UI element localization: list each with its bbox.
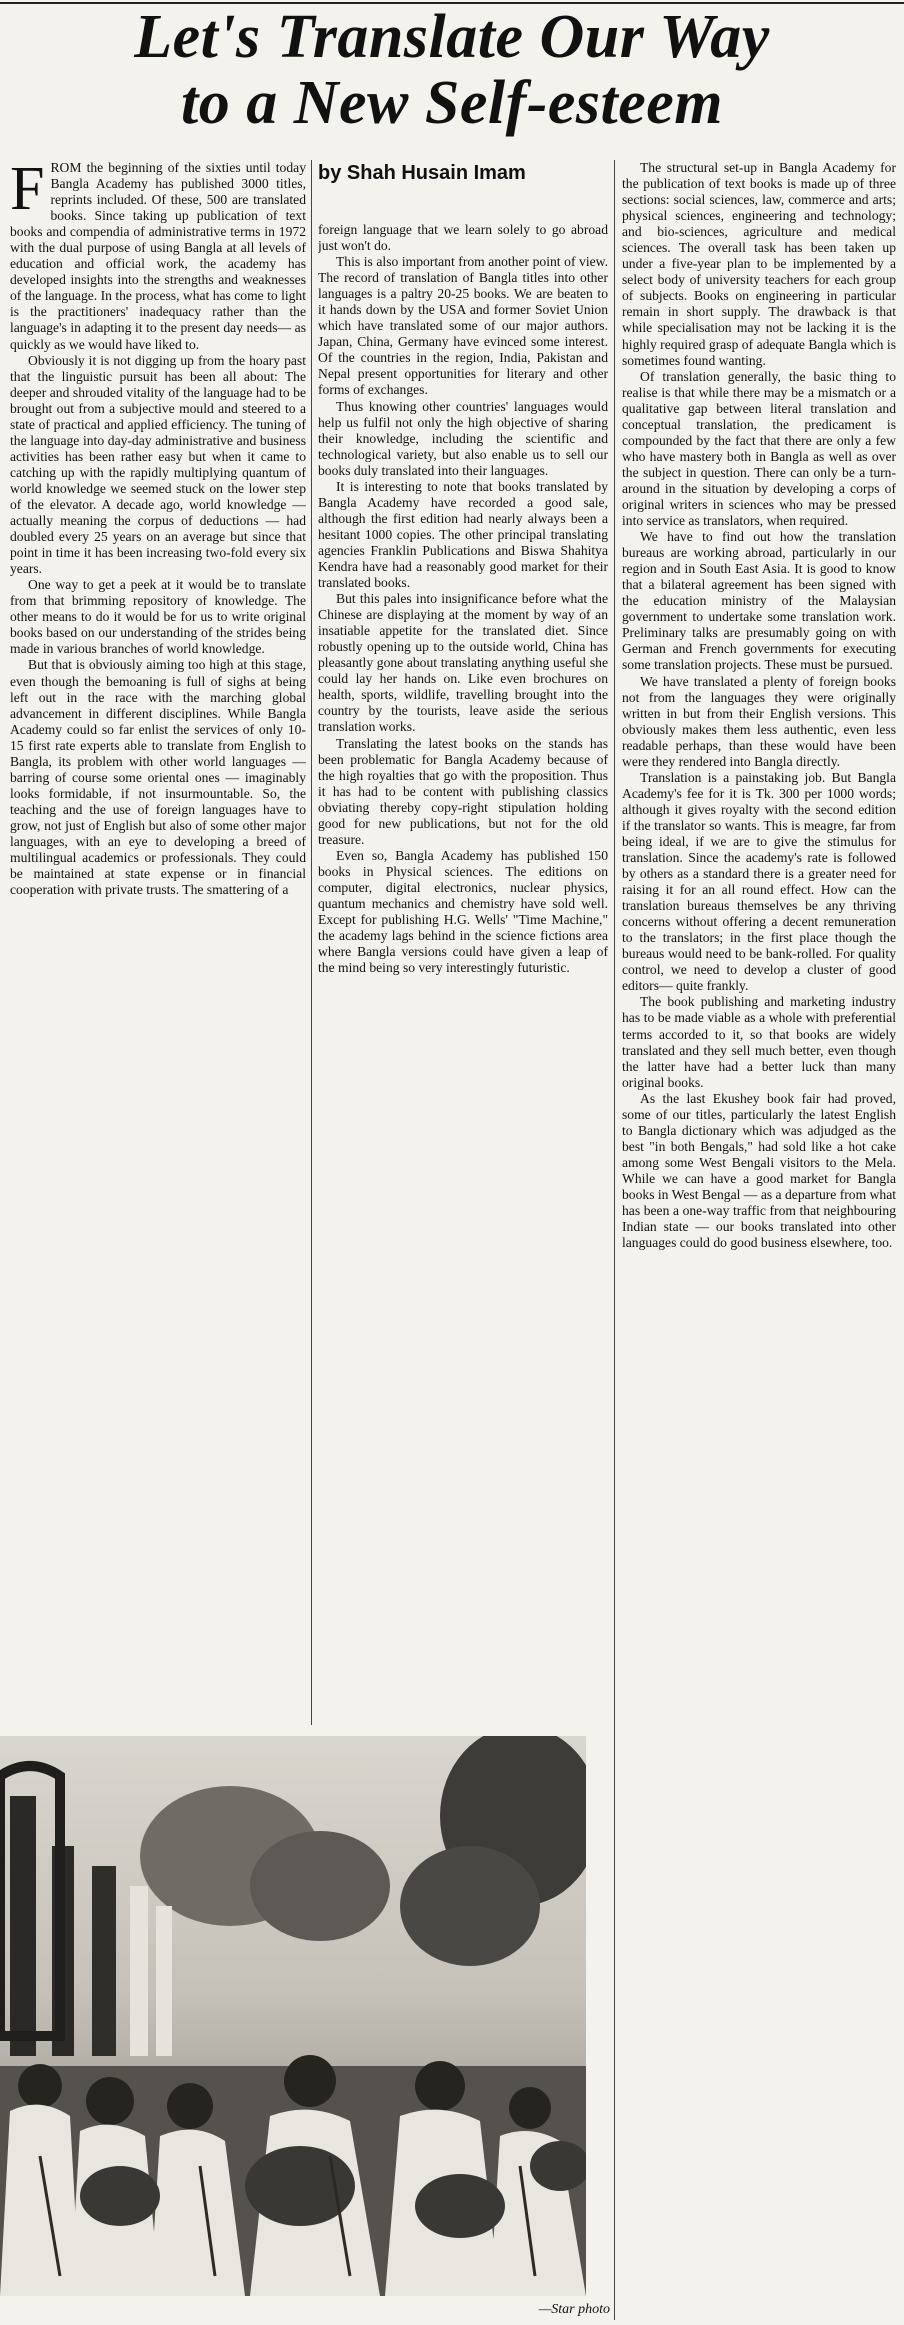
article-column-1	[10, 160, 306, 1705]
paragraph: We have translated a plenty of foreign books not from the languages they were originally written in but from their English versions. This obviously makes them less authentic, even less readable perhaps, than these would have been were they rendered into Bangla directly.	[622, 673, 896, 769]
paragraph: The book publishing and marketing industry has to be made viable as a whole with preferential terms accorded to it, so that books are widely translated and they sell much better, even though the latter have had a better luck than many original books.	[622, 994, 896, 1090]
paragraph: One way to get a peek at it would be to translate from that brimming repository of knowledge. The other means to do it would be for us to write original books based on our understanding of the strides being made in various branches of world knowledge.	[10, 577, 306, 657]
article-column-3	[622, 160, 896, 2320]
paragraph: But this pales into insignificance before what the Chinese are displaying at the moment by way of an insatiable appetite for the translated diet. Since robustly opening up to the outside world, China has pleasantly gone about translating anything useful she could lay her hands on. Like even brochures on health, sports, wildlife, travelling brought into the country by the tourists, leave aside the serious translation works.	[318, 591, 608, 735]
paragraph: foreign language that we learn solely to go abroad just won't do.	[318, 222, 608, 254]
paragraph: Of translation generally, the basic thing to realise is that while there may be a mismatch or a qualitative gap between literal translation and conceptual translation, the predicament is compounded by the fact that there are only a few who have mastery both in Bangla as well as over the subject in question. There can only be a turn-around in the situation by developing a corps of original writers in sciences who may be pressed into service as translators, when required.	[622, 368, 896, 529]
paragraph: This is also important from another point of view. The record of translation of Bangla titles into other languages is a paltry 20-25 books. We are beaten to it hands down by the USA and former Soviet Union which have translated some of our major authors. Japan, China, Germany have evinced some interest. Of the countries in the region, India, Pakistan and Nepal present opportunities for literary and other forms of exchanges.	[318, 254, 608, 398]
paragraph: Translation is a painstaking job. But Bangla Academy's fee for it is Tk. 300 per 1000 words; although it gives royalty with the second edition if the translator so wants. This is meagre, far from being ideal, if we are to give the stimulus for translation. Since the academy's rate is followed by others as a standard there is a greater need for raising it for an all round effect. How can the translation bureaus themselves be any thriving concerns without offering a decent remuneration to the translators; in the first place though the bureaus would need to be bank-rolled. For quality control, we need to develop a cluster of good editors— quite frankly.	[622, 769, 896, 994]
paragraph: Obviously it is not digging up from the hoary past that the linguistic pursuit has been all about: The deeper and shrouded vitality of the language had to be brought out from a subjective mould and steered to a state of practical and applied efficiency. The tuning of the language into day-day administrative and business activities has been rather easy but when it came to catching up with the rapidly multiplying quantum of world knowledge we seemed stuck on the lower step of the elevator. A decade ago, world knowledge — actually meaning the corpus of deductions — had doubled every 25 years on an average but since that point in time it has been increasing two-fold every six years.	[10, 352, 306, 577]
headline-line-1: Let's Translate Our Way	[134, 3, 770, 71]
byline: by Shah Husain Imam	[318, 162, 526, 184]
column-divider	[311, 160, 312, 1725]
photo-credit: —Star photo	[538, 2302, 610, 2317]
article-column-2	[318, 222, 608, 1812]
headline	[0, 4, 904, 136]
paragraph: The structural set-up in Bangla Academy for the publication of text books is made up of three sections: social sciences, law, commerce and arts; physical sciences, engineering and technology; and bio-sciences, agriculture and medical sciences. The overall task has been taken up under a five-year plan to be implemented by a select body of university teachers for each group of subjects. Books on engineering in particular remain in short supply. The drawback is that while specialisation may not be lacking it is the highly required grasp of adequate Bangla which is sometimes found wanting.	[622, 160, 896, 368]
paragraph: Translating the latest books on the stands has been problematic for Bangla Academy because of the high royalties that go with the proposition. Thus it has had to be content with publishing classics obviating thereby copy-right stipulation holding good for new publications, but not for the old treasure.	[318, 735, 608, 847]
news-photo	[0, 1736, 586, 2296]
paragraph: Thus knowing other countries' languages would help us fulfil not only the high objective of sharing their knowledge, including the scientific and technological variety, but also enable us to sell our books duly translated into their languages.	[318, 398, 608, 478]
column-divider	[614, 160, 615, 2320]
drop-cap: F	[10, 160, 45, 223]
paragraph: ROM the beginning of the sixties until today Bangla Academy has published 3000 titles, reprints included. Of these, 500 are translated books. Since taking up publication of text books and compendia of administrative terms in 1972 with the dual purpose of using Bangla at all levels of education and official work, the academy has developed insights into the strengths and weaknesses of the language. In the process, what has come to light is the practitioners' inadequacy rather than the language's in adapting it to the present day needs— as quickly as we would have liked to.	[10, 160, 306, 352]
photo-illustration	[0, 1736, 586, 2296]
headline-line-2: to a New Self-esteem	[180, 69, 724, 137]
paragraph: But that is obviously aiming too high at this stage, even though the bemoaning is full of sighs at being left out in the race with the marching global advancement in different disciplines. While Bangla Academy could so far enlist the services of only 10-15 first rate experts able to translate from English to Bangla, its problem with other world languages — barring of course some oriental ones — imaginably looks formidable, if not insurmountable. So, the teaching and the use of foreign languages have to grow, not just of English but also of some other major languages, with an eye to developing a breed of multilingual academics or professionals. They could be maintained at state expense or in financial cooperation with private trusts. The smattering of a	[10, 657, 306, 898]
paragraph: It is interesting to note that books translated by Bangla Academy have recorded a good sale, although the first edition had nearly always been a hesitant 1000 copies. The other principal translating agencies Franklin Publications and Biswa Shahitya Kendra have had a reasonably good market for their translated books.	[318, 478, 608, 591]
paragraph: We have to find out how the translation bureaus are working abroad, particularly in our region and in South East Asia. It is good to know that a bilateral agreement has been signed with the education ministry of the Malaysian government to undertake some translation work. Preliminary talks are presumably going on with German and French governments for executing some translation projects. These must be pursued.	[622, 529, 896, 673]
paragraph: Even so, Bangla Academy has published 150 books in Physical sciences. The editions on computer, digital electronics, nuclear physics, quantum mechanics and chemistry have sold well. Except for publishing H.G. Wells' "Time Machine," the academy lags behind in the science fictions area where Bangla versions could have given a leap of the mind being so very interestingly futuristic.	[318, 847, 608, 976]
paragraph: As the last Ekushey book fair had proved, some of our titles, particularly the latest English to Bangla dictionary which was adjudged as the best "in both Bengals," had sold like a hot cake among some West Bengali visitors to the Mela. While we can have a good market for Bangla books in West Bengal — as a departure from what has been a one-way traffic from that neighbouring Indian state — our books translated into other languages could do good business elsewhere, too.	[622, 1090, 896, 1251]
